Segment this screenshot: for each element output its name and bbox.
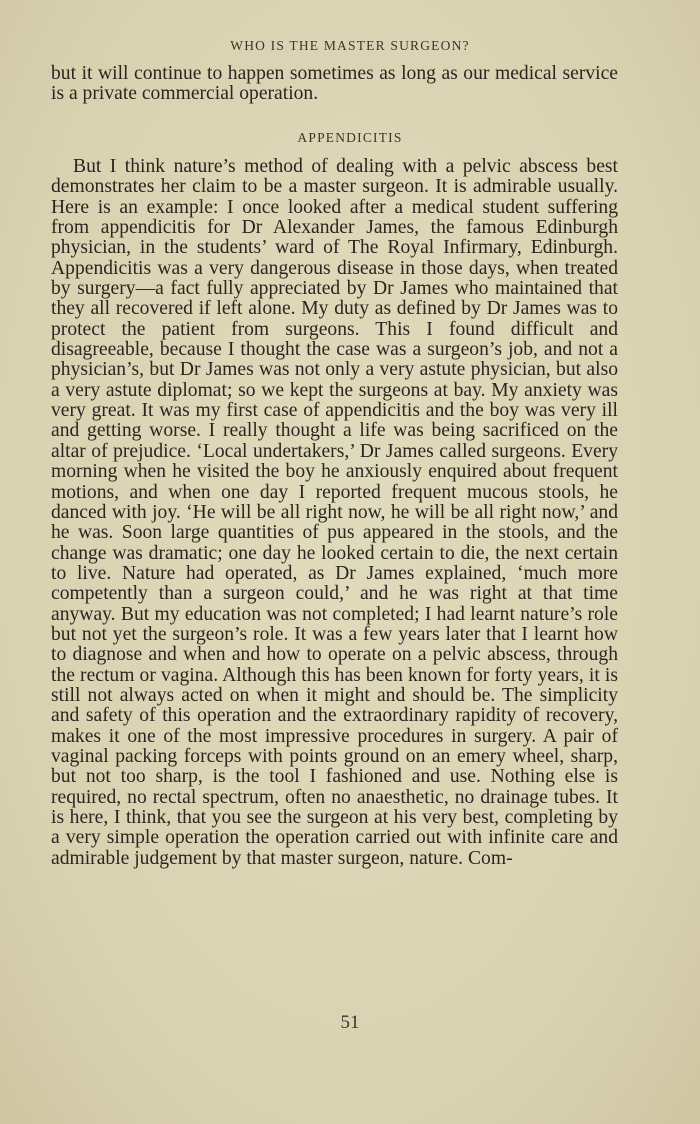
intro-text (51, 64, 618, 105)
page-number: 51 (340, 1012, 360, 1033)
intro-paragraph: but it will continue to happen sometimes as long as our medical service is a private commercial operation. (51, 63, 618, 105)
body-paragraph: But I think nature’s method of dealing with a pelvic abscess best demonstrates her claim to be a master surgeon. It is admirable usually. Here is an example: I once looked after a medical student suffering from appendicitis for Dr Alexander James, the famous Edinburgh physician, in the students’ ward of The Royal Infirmary, Edinburgh. Appendicitis was a very dangerous disease in those days, when treated by surgery—a fact fully appreciated by Dr James who maintained that they all recovered if left alone. My duty as defined by Dr James was to protect the patient from surgeons. This I found difficult and disagreeable, because I thought the case was a surgeon’s job, and not a physician’s, but Dr James was not only a very astute physician, but also a very astute diplomat; so we kept the surgeons at bay. My anxiety was very great. It was my first case of appendicitis and the boy was very ill and getting worse. I really thought a life was being sacrificed on the altar of prejudice. ‘Local undertakers,’ Dr James called surgeons. Every morning when he visited the boy he anxiously enquired about frequent motions, and when one day I reported frequent mucous stools, he danced with joy. ‘He will be all right now, he will be all right now,’ and he was. Soon large quantities of pus appeared in the stools, and the change was dramatic; one day he looked certain to die, the next certain to live. Nature had operated, as Dr James explained, ‘much more competently than a surgeon could,’ and he was right at that time anyway. But my education was not completed; I had learnt nature’s role but not yet the surgeon’s role. It was a few years later that I learnt how to diagnose and when and how to operate on a pelvic abscess, through the rectum or vagina. Although this has been known for forty years, it is still not always acted on when it might and should be. The simplicity and safety of this operation and the extraordinary rapidity of recovery, makes it one of the most impressive procedures in surgery. A pair of vaginal packing forceps with points ground on an emery wheel, sharp, but not too sharp, is the tool I fashioned and use. Nothing else is required, no rectal spectrum, often no anaesthetic, no drainage tubes. It is here, I think, that you see the surgeon at his very best, completing by a very simple operation the operation carried out with infinite care and admirable judgement by that master surgeon, nature. Com- (51, 156, 618, 869)
body-text (51, 157, 618, 869)
section-heading: APPENDICITIS (297, 130, 403, 145)
running-head: WHO IS THE MASTER SURGEON? (230, 38, 470, 53)
